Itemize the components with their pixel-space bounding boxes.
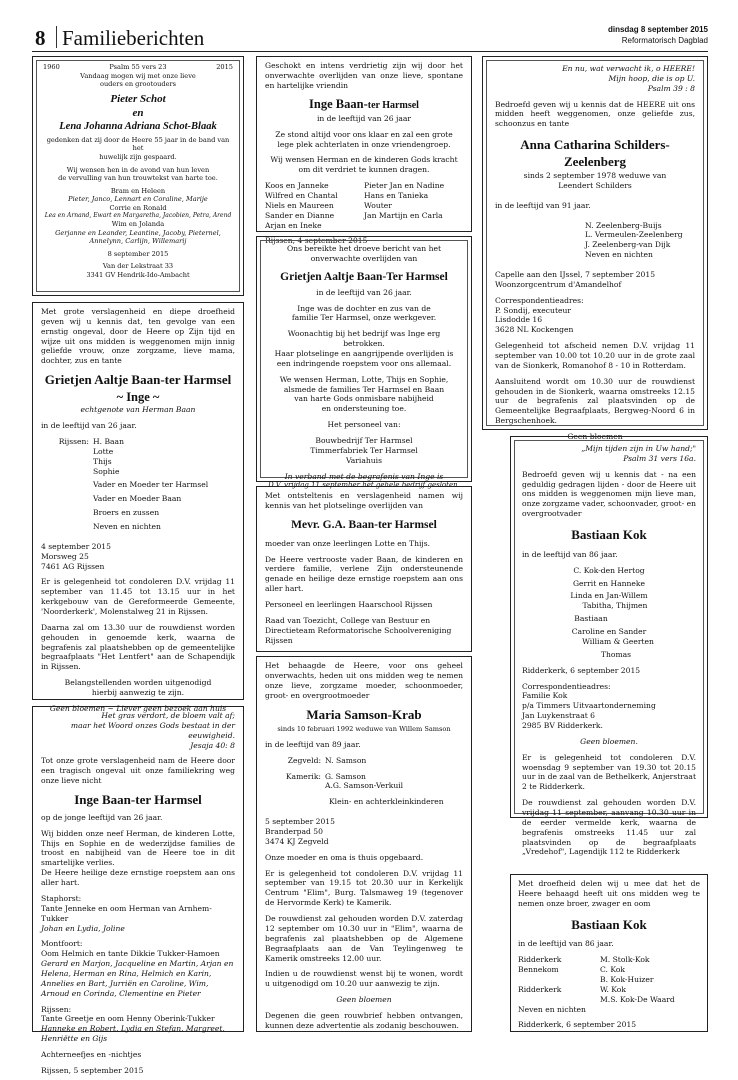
anniversary-notice (32, 56, 244, 296)
year-from: 1960 (43, 63, 60, 71)
friends-list (265, 181, 463, 230)
friend-name: Koos en Janneke (265, 181, 329, 191)
flowers-note: Geen bloemen (567, 431, 623, 441)
family-member: B. Kok-Huizer (600, 975, 654, 985)
family-member: C. Kok-den Hertog (573, 565, 645, 575)
address-line: Branderpad 50 (265, 827, 323, 837)
text-line: gedenken dat zij door de Heere 55 jaar in de band van het (46, 135, 230, 153)
invite-line: hierbij aanwezig te zijn. (91, 688, 185, 698)
laid-out-line: Onze moeder en oma is thuis opgebaard. (265, 852, 424, 862)
family-row (518, 995, 700, 1005)
text-line: lege plek achterlaten in onze vriendengroep. (277, 139, 451, 149)
family-member: H. Baan (93, 437, 124, 447)
family-member: Neven en nichten (93, 522, 161, 532)
friend-name: Pieter Jan en Nadine (364, 181, 445, 191)
correspondence-line: Correspondentieadres: (495, 295, 584, 305)
correspondence-line: 3628 NL Kockengen (495, 325, 574, 335)
family-row (265, 756, 463, 766)
correspondence-line: Familie Kok (522, 691, 568, 701)
correspondence-line: Jan Luykenstraat 6 (522, 711, 596, 721)
since-line: sinds 10 februari 1992 weduwe van Willem Samson (277, 725, 451, 734)
family-member: Tabitha, Thijmen (582, 601, 648, 611)
board-line: Raad van Toezicht, College van Bestuur en Directieteam Reformatorische Schoolvereniging Rijssen (265, 615, 452, 645)
condolence-text: Er is gelegenheid tot condoleren D.V. vrijdag 11 september van 19.15 tot 20.30 uur in Kerkelijk Centrum "Elim", Burg. Talsmaweg 19 (tegenover de Hervormde Kerk) te Kamerik. (265, 868, 463, 908)
newspaper-name: Reformatorisch Dagblad (621, 36, 708, 45)
wish-text: De Heere vertrooste vader Baan, de kinderen en verdere familie, verlene Zijn ondersteunende genade en heilige deze ernstige roepstem aan ons aller hart. (265, 554, 463, 594)
deceased-name: Bastiaan Kok (571, 527, 647, 543)
notice-date: 8 september 2015 (107, 249, 169, 258)
family-line: Johan en Lydia, Joline (41, 923, 125, 933)
condolence-text: Gelegenheid tot afscheid nemen D.V. vrijdag 11 september van 10.00 tot 10.20 uur in de grote zaal van de Sionkerk, Romanohof 8 - 10 in Rotterdam. (495, 341, 695, 370)
since-line: Leendert Schilders (558, 180, 632, 190)
staff-line: Personeel en leerlingen Haarschool Rijssen (265, 599, 433, 609)
notice-date: Rijssen, 4 september 2015 (265, 236, 368, 246)
family-member: G. Samson (325, 771, 366, 781)
wish-line: om dit verdriet te kunnen dragen. (298, 165, 430, 175)
condolence-text: Er is gelegenheid tot condoleren D.V. woensdag 9 september van 19.30 tot 20.15 uur in de zaal van de Bethelkerk, Anjerstraat 2 te Ridderkerk. (522, 752, 696, 792)
intro-text: Met droefheid delen wij u mee dat het de Heere behaagd heeft uit ons midden weg te nemen onze broer, zwager en oom (518, 879, 700, 908)
address-line: Morsweg 25 (41, 551, 89, 561)
correspondence-line: p/a Timmers Uitvaartonderneming (522, 701, 656, 711)
family-line: Lea en Arnand, Ewart en Margaretha, Jacobien, Petra, Arend (44, 212, 232, 220)
no-cards-note: Degenen die geen rouwbrief hebben ontvangen, kunnen deze advertentie als zodanig beschouwen. (265, 1010, 463, 1030)
text-line: Woonachtig bij het bedrijf was Inge erg betrokken. (287, 329, 441, 349)
anniversary-header (43, 63, 233, 72)
friend-name: Wilfred en Chantal (265, 190, 338, 200)
deceased-name: Bastiaan Kok (571, 916, 647, 932)
family-member: A.G. Samson-Verkuil (325, 781, 404, 791)
obituary-inge-family (32, 703, 244, 1075)
wish-line: Wij wensen Herman en de kinderen Gods kracht (270, 155, 458, 165)
obituary-grietjen (32, 302, 244, 713)
place-label: Kamerik: (285, 771, 321, 781)
intro-text: Het behaagde de Heere, voor ons geheel onverwachts, heden uit ons midden weg te nemen onze lieve, zorgzame moeder, schoonmoeder, groot- en overgrootmoeder (265, 661, 463, 700)
staff-line: Het personeel van: (327, 420, 401, 430)
correspondence-line: Correspondentieadres: (522, 681, 611, 691)
company-name: Variahuis (345, 455, 382, 465)
family-line: Annelynn, Carlijn, Willemarij (89, 237, 187, 246)
age-line: in de leeftijd van 26 jaar. (41, 421, 137, 431)
family-line: Arnoud en Corinda, Clementine en Pieter (41, 988, 201, 998)
obituary-bastiaan-siblings (510, 874, 708, 1032)
family-line: Gerard en Marjon, Jacqueline en Martin, Arjan en (41, 959, 234, 969)
correspondence-line: 2985 BV Ridderkerk. (522, 720, 603, 730)
verse-line: „Mijn tijden zijn in Uw hand;" (581, 444, 696, 453)
notice-date: Rijssen, 5 september 2015 (41, 1065, 144, 1075)
wish-line: alsmede de families Ter Harmsel en Baan (283, 384, 445, 394)
intro-text: Bedroefd geven wij u kennis dat - na een geduldig gedragen lijden - door de Heere uit ons midden is weggenomen mijn lieve man, onze zorgzame vader, schoonvader, groot- en overgrootvader (522, 469, 696, 519)
issue-date: dinsdag 8 september 2015 (607, 25, 708, 34)
family-member: William & Geerten (582, 636, 654, 646)
family-member: Bastiaan (574, 614, 608, 624)
family-member: C. Kok (600, 965, 626, 975)
address-line: 3474 KJ Zegveld (265, 836, 329, 846)
family-member: Linda en Jan-Willem (570, 591, 648, 601)
family-line: Hanneke en Robert, Lydia en Stefan, Margreet, (41, 1024, 225, 1034)
family-member: Broers en zussen (93, 508, 160, 518)
family-member: Neven en nichten (585, 250, 653, 260)
age-line: in de leeftijd van 86 jaar. (522, 549, 618, 559)
masthead (32, 22, 708, 52)
family-row (518, 955, 700, 965)
place-label: Rijssen: (41, 1004, 72, 1014)
family-row (518, 965, 700, 975)
age-line: op de jonge leeftijd van 26 jaar. (41, 812, 163, 822)
family-member: Neven en nichten (518, 1004, 586, 1014)
place-label (518, 995, 600, 1005)
funeral-text: Daarna zal om 13.30 uur de rouwdienst worden gehouden in genoemde kerk, waarna de begrafenis zal plaatshebben op de gemeentelijke begraafplaats "Het Lentfert" aan de Schapendijk in Rijssen. (41, 622, 235, 672)
wish-text: De Heere heilige deze ernstige roepstem aan ons aller hart. (41, 868, 235, 888)
deceased-name: Maria Samson-Krab (306, 707, 422, 723)
deceased-name: Grietjen Aaltje Baan-ter Harmsel (44, 372, 232, 388)
friend-name: Wouter (364, 200, 392, 210)
place-label: Ridderkerk (518, 955, 562, 965)
page-number: 8 (35, 26, 46, 50)
address-line: 7461 AG Rijssen (41, 561, 105, 571)
verse-ref: Psalm 39 : 8 (647, 83, 695, 93)
text-line: Ze stond altijd voor ons klaar en zal een grote (275, 129, 453, 139)
family-row (518, 975, 700, 985)
funeral-text: De rouwdienst zal gehouden worden D.V. zaterdag 12 september om 10.30 uur in "Elim", waarna de begrafenis zal plaatshebben op de Algemene Begraafplaats aan de Van Teylingenweg te Kamerik omstreeks 12.00 uur. (265, 914, 463, 963)
family-member: Thijs (93, 456, 112, 466)
family-line: Achterneefjes en -nichtjes (41, 1049, 142, 1059)
family-line: Annelies en Bart, Jurriën en Caroline, Wim, (41, 978, 209, 988)
family-row (265, 772, 463, 792)
age-line: in de leeftijd van 26 jaar. (316, 287, 412, 297)
wish-line: Wij wensen hen in de avond van hun leven (66, 165, 210, 174)
place-label (518, 975, 600, 985)
age-line: in de leeftijd van 26 jaar (316, 113, 412, 123)
verse-line: Mijn hoop, die is op U. (608, 73, 695, 83)
deceased-name (265, 96, 463, 112)
verse-ref: Jesaja 40: 8 (190, 740, 235, 750)
name-part: Inge Baan- (309, 96, 368, 111)
family-line: Henriëtte en Gijs (41, 1034, 108, 1044)
family-line: Pieter, Janco, Lennart en Coraline, Marije (68, 195, 208, 204)
flowers-note: Geen bloemen. (580, 736, 638, 746)
section-title: Familieberichten (62, 26, 205, 50)
text-line: een indringende roepstem voor ons allemaal. (276, 358, 452, 368)
verse-line: Het gras verdort, de bloem valt af; (101, 711, 235, 720)
correspondence-line: P. Sondij, executeur (495, 305, 572, 315)
verse-line: En nu, wat verwacht ik, o HEERE! (562, 64, 695, 73)
family-member: M. Stolk-Kok (600, 955, 650, 965)
notice-date: Ridderkerk, 6 september 2015 (522, 665, 641, 675)
correspondence-line: Lisdodde 16 (495, 315, 543, 325)
place-label: Montfoort: (41, 939, 83, 949)
text-line: familie Ter Harmsel, onze werkgever. (291, 313, 437, 323)
family-member: Caroline en Sander (571, 627, 647, 637)
deceased-name: Mevr. G.A. Baan-ter Harmsel (291, 518, 437, 531)
spouse-line: echtgenote van Herman Baan (80, 405, 196, 415)
family-member: L. Vermeulen-Zeelenberg (585, 230, 683, 240)
deceased-name: Anna Catharina Schilders- (520, 137, 670, 153)
family-line: Gerjanne en Leander, Leantine, Jacoby, Pieternel, (55, 228, 221, 237)
wish-line: en ondersteuning toe. (321, 404, 407, 414)
obituary-inge-friends (256, 56, 472, 246)
family-member: Vader en Moeder Baan (93, 494, 182, 504)
family-line: Helena, Herman en Rina, Helmich en Karin, (41, 968, 212, 978)
intro-line: Vandaag mogen wij met onze lieve (80, 71, 196, 80)
flowers-note: Geen bloemen ~ Liever geen bezoek aan huis (49, 703, 227, 713)
closure-note: In verband met de begrafenis van Inge is (284, 471, 444, 481)
friend-name: Sander en Dianne (265, 210, 335, 220)
closure-note: D.V. vrijdag 11 september het gehele bedrijf gesloten. (268, 481, 460, 490)
psalm-ref: Psalm 55 vers 23 (109, 63, 167, 71)
obituary-school (256, 486, 472, 652)
friend-name: Jan Martijn en Carla (364, 210, 443, 220)
obituary-maria (256, 656, 472, 1032)
obituary-company (256, 236, 472, 490)
family-member: N. Zeelenberg-Buijs (585, 220, 662, 230)
text-line: Haar plotselinge en aangrijpende overlijden is (274, 348, 454, 358)
family-row (518, 985, 700, 995)
family-member: Vader en Moeder ter Harmsel (93, 480, 209, 490)
verse-ref: Psalm 31 vers 16a. (623, 453, 696, 463)
wish-line: van harte Gods onmisbare nabijheid (294, 394, 434, 404)
deceased-name: Inge Baan-ter Harmsel (74, 792, 202, 808)
intro-line: ouders en grootouders (99, 80, 177, 89)
masthead-divider (56, 26, 57, 48)
address-line: Van der Lekstraat 33 (102, 262, 174, 271)
family-member: N. Samson (325, 755, 367, 765)
since-line: sinds 2 september 1978 weduwe van (523, 170, 667, 180)
family-line: Tante Greetje en oom Henny Oberink-Tukker (41, 1014, 215, 1024)
family-member: J. Zeelenberg-van Dijk (585, 240, 671, 250)
place-label: Ridderkerk (518, 984, 562, 994)
intro-line: onverwachte overlijden van (310, 253, 418, 263)
friend-name: Niels en Maureen (265, 200, 334, 210)
notice-date: 5 september 2015 (265, 817, 335, 827)
place-label: Rijssen: (58, 437, 89, 447)
family-line: Tante Jenneke en oom Herman van Arnhem-Tukker (41, 903, 212, 923)
condolence-text: Er is gelegenheid tot condoleren D.V. vrijdag 11 september van 11.45 tot 13.15 uur in het kerkgebouw van de Gereformeerde Gemeente, 'Noorderkerk', Molenstalweg 21 in Rijssen. (41, 577, 235, 617)
company-name: Bouwbedrijf Ter Harmsel (315, 435, 413, 445)
age-line: in de leeftijd van 86 jaar. (518, 939, 614, 949)
text-line: Inge was de dochter en zus van de (297, 303, 431, 313)
place-label: Bennekom (518, 965, 559, 975)
nickname: ~ Inge ~ (116, 390, 160, 405)
place-label: Staphorst: (41, 893, 82, 903)
funeral-text: De rouwdienst zal gehouden worden D.V. vrijdag 11 september, aanvang 10.30 uur in de eerder vermelde kerk, waarna de begrafenis omstreeks 11.45 uur zal plaatsvinden op de begraafplaats „Vredehof", Lagendijk 112 te Ridderkerk (522, 798, 696, 857)
intro-text: Geschokt en intens verdrietig zijn wij door het onverwachte overlijden van onze lieve, spontane en hartelijke vriendin (265, 61, 463, 90)
text-line: huwelijk zijn gespaard. (99, 153, 177, 162)
wife-name: Lena Johanna Adriana Schot-Blaak (59, 121, 217, 133)
wish-line: We wensen Herman, Lotte, Thijs en Sophie, (279, 374, 449, 384)
friend-name: Hans en Tanieka (364, 190, 429, 200)
intro-text: Met ontsteltenis en verslagenheid namen wij kennis van het plotselinge overlijden van (265, 491, 463, 510)
departure-text: Indien u de rouwdienst wenst bij te wonen, wordt u uitgenodigd om 10.20 uur aanwezig te zijn. (265, 969, 463, 989)
place-label: Zegveld: (287, 755, 321, 765)
family-line: Corrie en Ronald (109, 203, 167, 212)
intro-text: Tot onze grote verslagenheid nam de Heere door een tragisch ongeval uit onze familiekring weg onze lieve nicht (41, 756, 235, 786)
place-date-line: Woonzorgcentrum d'Amandelhof (495, 279, 622, 289)
age-line: in de leeftijd van 91 jaar. (495, 200, 591, 210)
notice-date: Ridderkerk, 6 september 2015 (518, 1020, 637, 1030)
friend-name: Arjan en Ineke (265, 220, 322, 230)
family-line: Bram en Heleen (110, 186, 166, 195)
family-member: Klein- en achterkleinkinderen (329, 797, 444, 807)
family-member: Thomas (600, 649, 632, 659)
family-line: Wim en Jolanda (111, 220, 165, 229)
family-block (41, 437, 235, 536)
company-name: Timmerfabriek Ter Harmsel (310, 445, 418, 455)
intro-text: Met grote verslagenheid en diepe droefheid geven wij u kennis dat, ten gevolge van een ernstig ongeval, door de Heere op Zijn tijd en wijze uit ons midden is weggenomen mijn innig geliefde vrouw, onze zorgzame, lieve mama, dochter, zus en tante (41, 307, 235, 366)
family-line: Oom Helmich en tante Dikkie Tukker-Hamoen (41, 949, 220, 959)
notice-date: 4 september 2015 (41, 541, 111, 551)
family-member: W. Kok (600, 984, 626, 994)
flowers-note: Geen bloemen (336, 995, 392, 1005)
obituary-bastiaan-family (510, 436, 708, 857)
family-member: Gerrit en Hanneke (572, 578, 646, 588)
address-line: 3341 GV Hendrik-Ido-Ambacht (86, 271, 190, 280)
year-to: 2015 (216, 63, 233, 71)
verse-line: maar het Woord onzes Gods bestaat in der eeuwigheid. (70, 720, 235, 740)
invite-line: Belangstellenden worden uitgenodigd (64, 678, 212, 688)
family-member: Lotte (93, 446, 114, 456)
place-date-line: Capelle aan den IJssel, 7 september 2015 (495, 269, 656, 279)
wish-text: Wij bidden onze neef Herman, de kinderen Lotte, Thijs en Sophie en de wederzijdse families de troost en nabijheid van de Heere toe in dit smartelijke verlies. (41, 828, 235, 868)
deceased-name: Grietjen Aaltje Baan-Ter Harmsel (280, 270, 448, 283)
family-member: M.S. Kok-De Waard (600, 994, 675, 1004)
husband-name: Pieter Schot (110, 92, 166, 105)
name-part: ter Harmsel (367, 99, 419, 111)
funeral-text: Aansluitend wordt om 10.30 uur de rouwdienst gehouden in de Sionkerk, waarna omstreeks 12.15 uur de begrafenis zal plaatsvinden op de Gemeentelijke Begraafplaats, Bergweg-Noord 6 in Bergschenhoek. (495, 376, 695, 426)
intro-text: Bedroefd geven wij u kennis dat de HEERE uit ons midden heeft weggenomen, onze geliefde zus, schoonzus en tante (495, 99, 695, 129)
mother-line: moeder van onze leerlingen Lotte en Thijs. (265, 538, 431, 548)
intro-line: Ons bereikte het droeve bericht van het (286, 244, 442, 253)
conjunction: en (132, 106, 144, 119)
wish-line: de vervulling van hun trouwtekst van harte toe. (58, 174, 218, 183)
deceased-name: Zeelenberg (563, 154, 627, 170)
obituary-anna (482, 56, 708, 441)
age-line: in de leeftijd van 89 jaar. (265, 739, 361, 749)
family-member: Sophie (93, 466, 120, 476)
